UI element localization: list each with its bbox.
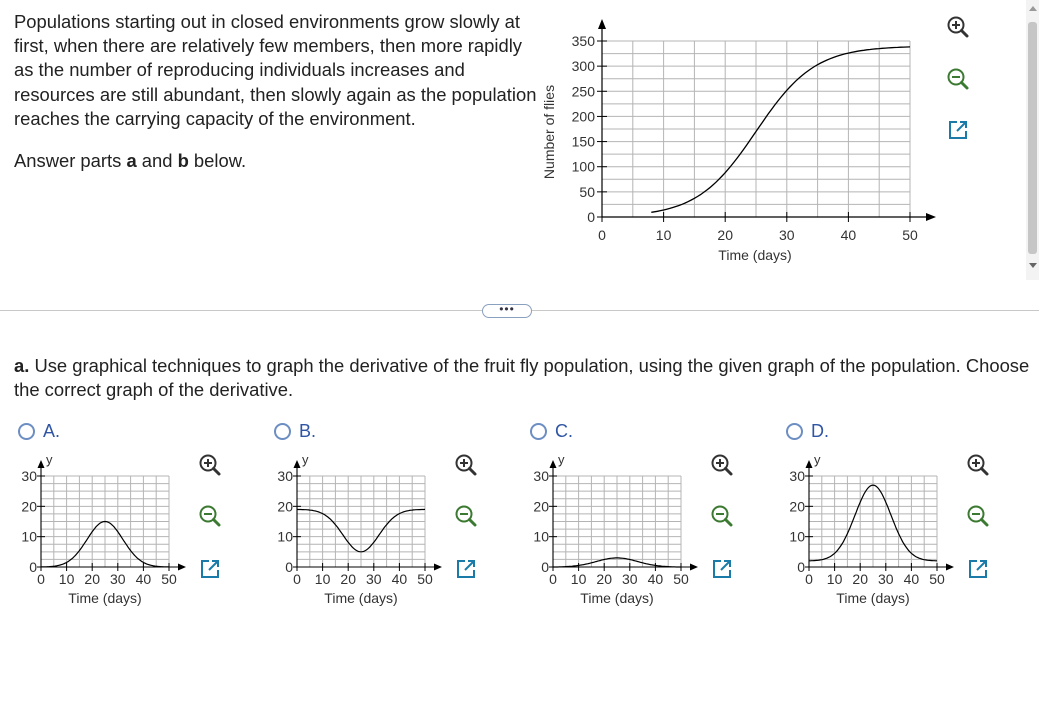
y-tick-label: 200 [571, 108, 595, 125]
x-tick-label: 40 [135, 571, 152, 587]
x-tick-label: 0 [549, 571, 557, 587]
zoom-out-button[interactable] [944, 66, 972, 94]
popout-button[interactable] [964, 555, 992, 583]
option-graph [768, 448, 958, 608]
zoom-in-icon [949, 18, 968, 37]
popout-button[interactable] [944, 116, 972, 144]
population-curve [651, 47, 910, 212]
x-tick-label: 20 [852, 571, 868, 587]
y-tick-label: 30 [789, 468, 805, 484]
zoom-in-icon [969, 456, 988, 475]
x-tick-label: 10 [314, 571, 331, 587]
y-tick-label: 30 [533, 468, 549, 484]
y-tick-label: 250 [571, 83, 595, 100]
option-graph [0, 448, 190, 608]
option-radio[interactable] [18, 423, 35, 440]
answer-prefix: Answer parts [14, 150, 127, 171]
x-axis-arrow [690, 564, 698, 571]
population-grid [602, 41, 910, 217]
question-part-label: a. [14, 355, 30, 376]
question-text [14, 354, 1034, 402]
x-axis-arrow [926, 213, 936, 221]
x-tick-label: 40 [391, 571, 408, 587]
zoom-out-icon [457, 507, 476, 526]
x-tick-label: 40 [903, 571, 920, 587]
population-graph [540, 12, 940, 272]
option-letter: A. [43, 420, 61, 441]
option-letter: B. [299, 420, 317, 441]
answer-suffix: below. [188, 150, 247, 171]
x-tick-label: 0 [598, 227, 606, 243]
intro-text: Populations starting out in closed environments grow slowly at first, when there are relatively few members, then more rapidly as the number of reproducing individuals increases and resources are still abundant, then slowly again as the population reaches the carrying capacity of the environment. [14, 11, 537, 129]
zoom-in-button[interactable] [452, 452, 480, 480]
x-tick-label: 30 [366, 571, 382, 587]
y-axis-label: y [558, 452, 565, 467]
zoom-out-button[interactable] [708, 503, 736, 531]
popout-icon [970, 561, 986, 577]
x-axis-arrow [434, 564, 442, 571]
answer-part-b: b [177, 150, 189, 171]
zoom-in-button[interactable] [708, 452, 736, 480]
x-tick-label: 20 [84, 571, 100, 587]
x-tick-label: 10 [655, 227, 672, 243]
x-tick-label: 0 [805, 571, 813, 587]
y-tick-label: 20 [533, 498, 549, 515]
option-b[interactable] [274, 418, 316, 444]
x-tick-label: 0 [293, 571, 301, 587]
zoom-out-button[interactable] [452, 503, 480, 531]
y-axis-arrow [806, 460, 813, 468]
x-axis-label: Time (days) [580, 590, 654, 606]
x-tick-label: 10 [570, 571, 587, 587]
y-tick-label: 50 [579, 183, 595, 200]
x-tick-label: 50 [161, 571, 177, 587]
y-tick-label: 0 [797, 559, 805, 575]
x-tick-label: 30 [878, 571, 894, 587]
y-tick-label: 10 [789, 528, 805, 545]
x-tick-label: 20 [717, 227, 733, 243]
option-radio[interactable] [274, 423, 291, 440]
x-tick-label: 50 [902, 227, 918, 243]
option-radio[interactable] [786, 423, 803, 440]
zoom-in-button[interactable] [964, 452, 992, 480]
option-radio[interactable] [530, 423, 547, 440]
y-tick-label: 350 [571, 33, 595, 49]
x-tick-label: 50 [929, 571, 945, 587]
x-tick-label: 30 [622, 571, 638, 587]
zoom-out-icon [949, 70, 968, 89]
y-axis-label: y [46, 452, 53, 467]
x-tick-label: 40 [647, 571, 664, 587]
expand-more-button[interactable]: ••• [482, 304, 532, 318]
scrollbar-thumb[interactable] [1028, 22, 1037, 254]
x-tick-label: 20 [340, 571, 356, 587]
x-tick-label: 10 [826, 571, 843, 587]
y-tick-label: 150 [571, 133, 595, 150]
option-d[interactable] [786, 418, 829, 444]
popout-button[interactable] [708, 555, 736, 583]
x-axis-label: Time (days) [68, 590, 142, 606]
x-tick-label: 50 [417, 571, 433, 587]
answer-instruction [14, 150, 246, 172]
y-tick-label: 100 [571, 158, 595, 175]
y-tick-label: 0 [285, 559, 293, 575]
popout-button[interactable] [452, 555, 480, 583]
zoom-out-icon [713, 507, 732, 526]
zoom-out-button[interactable] [196, 503, 224, 531]
x-tick-label: 40 [840, 227, 857, 243]
y-tick-label: 0 [587, 209, 595, 225]
answer-part-a: a [126, 150, 137, 171]
scroll-up-icon[interactable] [1029, 6, 1037, 11]
x-tick-label: 50 [673, 571, 689, 587]
x-tick-label: 30 [110, 571, 126, 587]
option-graph [512, 448, 702, 608]
popout-icon [458, 561, 474, 577]
zoom-in-button[interactable] [196, 452, 224, 480]
y-tick-label: 30 [21, 468, 37, 484]
popout-icon [950, 122, 966, 138]
y-axis-arrow [550, 460, 557, 468]
zoom-in-icon [457, 456, 476, 475]
y-tick-label: 30 [277, 468, 293, 484]
option-graph [256, 448, 446, 608]
x-tick-label: 0 [37, 571, 45, 587]
population-x-label: Time (days) [718, 247, 792, 263]
option-c[interactable] [530, 418, 573, 444]
x-axis-label: Time (days) [836, 590, 910, 606]
zoom-in-icon [201, 456, 220, 475]
question-body: Use graphical techniques to graph the derivative of the fruit fly population, using the given graph of the population. Choose the correct graph of the derivative. [14, 355, 1030, 400]
x-axis-label: Time (days) [324, 590, 398, 606]
y-axis-arrow [294, 460, 301, 468]
zoom-in-button[interactable] [944, 14, 972, 42]
zoom-out-icon [201, 507, 220, 526]
zoom-out-icon [969, 507, 988, 526]
y-axis-arrow [598, 19, 606, 29]
y-tick-label: 10 [277, 528, 293, 545]
y-axis-label: y [302, 452, 309, 467]
y-tick-label: 0 [541, 559, 549, 575]
x-tick-label: 10 [58, 571, 75, 587]
zoom-out-button[interactable] [964, 503, 992, 531]
answer-mid: and [136, 150, 178, 171]
y-tick-label: 20 [789, 498, 805, 515]
option-letter: D. [811, 420, 829, 441]
y-tick-label: 0 [29, 559, 37, 575]
popout-icon [714, 561, 730, 577]
y-axis-arrow [38, 460, 45, 468]
x-axis-arrow [178, 564, 186, 571]
y-axis-label: y [814, 452, 821, 467]
x-axis-arrow [946, 564, 954, 571]
option-a[interactable] [18, 418, 60, 444]
y-tick-label: 10 [21, 528, 37, 545]
popout-icon [202, 561, 218, 577]
population-axes [598, 19, 936, 221]
y-tick-label: 20 [21, 498, 37, 515]
y-tick-label: 300 [571, 58, 595, 75]
popout-button[interactable] [196, 555, 224, 583]
zoom-in-icon [713, 456, 732, 475]
y-tick-label: 10 [533, 528, 549, 545]
scroll-down-icon[interactable] [1029, 263, 1037, 268]
population-y-label: Number of flies [541, 84, 557, 180]
x-tick-label: 30 [779, 227, 795, 243]
x-tick-label: 20 [596, 571, 612, 587]
y-tick-label: 20 [277, 498, 293, 515]
option-letter: C. [555, 420, 573, 441]
